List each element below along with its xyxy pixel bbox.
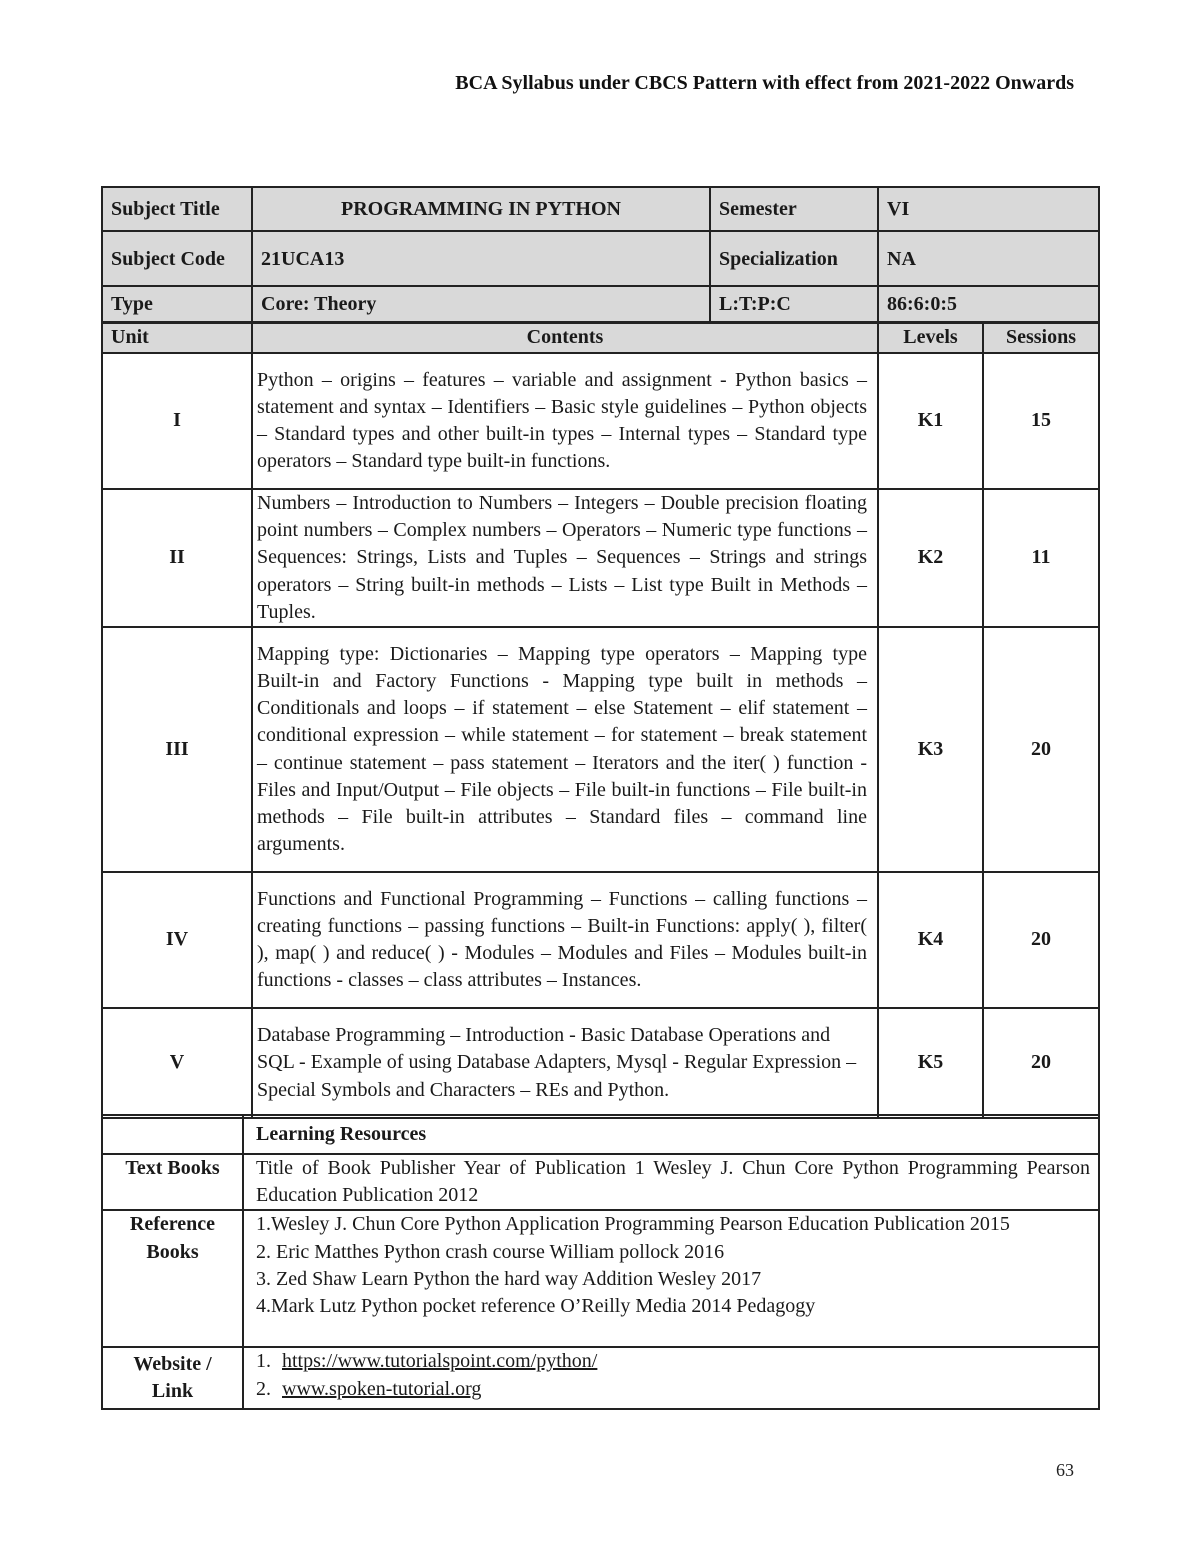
specialization-label: Specialization [710, 231, 878, 286]
table-row [102, 353, 1099, 489]
unit-contents: Mapping type: Dictionaries – Mapping type operators – Mapping type Built-in and Factory Functions - Mapping type built in methods – Conditionals and loops – if statement – else Statement – elif statement – conditional expression – while statement – for statement – break statement – continue statement – pass statement – Iterators and the iter( ) function - Files and Input/Output – File objects – File built-in functions – File built-in methods – File built-in attributes – Standard files – command line arguments. [252, 627, 878, 872]
unit-sessions: 20 [983, 872, 1099, 1008]
sessions-column-header: Sessions [983, 323, 1099, 353]
link-number: 2. [256, 1377, 271, 1400]
table-row [102, 1008, 1099, 1118]
units-table [101, 322, 1100, 1119]
levels-column-header: Levels [878, 323, 983, 353]
table-row [102, 872, 1099, 1008]
units-table-header [102, 323, 1099, 353]
unit-column-header: Unit [102, 323, 252, 353]
subject-code-value: 21UCA13 [252, 231, 710, 286]
type-label: Type [102, 286, 252, 322]
specialization-value: NA [878, 231, 1099, 286]
unit-level: K3 [878, 627, 983, 872]
unit-number: II [102, 489, 252, 627]
unit-number: III [102, 627, 252, 872]
table-row [102, 489, 1099, 627]
list-item: 4.Mark Lutz Python pocket reference O’Reilly Media 2014 Pedagogy [256, 1295, 816, 1318]
unit-level: K2 [878, 489, 983, 627]
unit-sessions: 11 [983, 489, 1099, 627]
website-links-list [243, 1347, 1099, 1409]
subject-title-label: Subject Title [102, 187, 252, 231]
list-item: 2. Eric Matthes Python crash course William pollock 2016 [256, 1240, 725, 1263]
learning-resources-title: Learning Resources [243, 1115, 1099, 1154]
unit-level: K5 [878, 1008, 983, 1118]
unit-sessions: 20 [983, 1008, 1099, 1118]
text-books-value: Title of Book Publisher Year of Publication 1 Wesley J. Chun Core Python Programming Pearson Education Publication 2012 [243, 1154, 1099, 1210]
type-value: Core: Theory [252, 286, 710, 322]
text-books-label: Text Books [102, 1154, 243, 1210]
ltpc-value: 86:6:0:5 [878, 286, 1099, 322]
list-item [256, 1348, 1090, 1375]
spoken-tutorial-link[interactable]: www.spoken-tutorial.org [282, 1377, 482, 1400]
page-number: 63 [1056, 1460, 1074, 1480]
unit-number: V [102, 1008, 252, 1118]
link-number: 1. [256, 1350, 271, 1373]
unit-level: K1 [878, 353, 983, 489]
list-item [256, 1376, 1090, 1403]
subject-code-label: Subject Code [102, 231, 252, 286]
list-item: 3. Zed Shaw Learn Python the hard way Addition Wesley 2017 [256, 1267, 762, 1290]
tutorialspoint-link[interactable]: https://www.tutorialspoint.com/python/ [282, 1350, 598, 1373]
contents-column-header: Contents [252, 323, 878, 353]
unit-contents: Functions and Functional Programming – Functions – calling functions – creating functions – passing functions – Built-in Functions: apply( ), filter( ), map( ) and reduce( ) - Modules – Modules and Files – Modules built-in functions - classes – class attributes – Instances. [252, 872, 878, 1008]
unit-contents: Database Programming – Introduction - Basic Database Operations and SQL - Example of using Database Adapters, Mysql - Regular Expression – Special Symbols and Characters – REs and Python. [252, 1008, 878, 1118]
table-row [102, 627, 1099, 872]
unit-level: K4 [878, 872, 983, 1008]
resources-blank-cell [102, 1115, 243, 1154]
list-item: 1.Wesley J. Chun Core Python Application Programming Pearson Education Publication 2015 [256, 1213, 1010, 1236]
semester-label: Semester [710, 187, 878, 231]
page-header: BCA Syllabus under CBCS Pattern with effect from 2021-2022 Onwards [455, 72, 1074, 94]
semester-value: VI [878, 187, 1099, 231]
learning-resources-table [101, 1114, 1100, 1410]
unit-contents: Python – origins – features – variable and assignment - Python basics – statement and syntax – Identifiers – Basic style guidelines – Python objects – Standard types and other built-in types – Internal types – Standard type operators – Standard type built-in functions. [252, 353, 878, 489]
subject-title-value: PROGRAMMING IN PYTHON [252, 187, 710, 231]
subject-info-table [101, 186, 1100, 323]
unit-contents: Numbers – Introduction to Numbers – Integers – Double precision floating point numbers – Complex numbers – Operators – Numeric type functions – Sequences: Strings, Lists and Tuples – Sequences – Strings and strings operators – String built-in methods – Lists – List type Built in Methods – Tuples. [252, 489, 878, 627]
ltpc-label: L:T:P:C [710, 286, 878, 322]
website-label: Website / Link [102, 1347, 243, 1409]
unit-sessions: 20 [983, 627, 1099, 872]
unit-number: IV [102, 872, 252, 1008]
reference-books-list [243, 1210, 1099, 1347]
unit-number: I [102, 353, 252, 489]
unit-sessions: 15 [983, 353, 1099, 489]
reference-books-label: Reference Books [102, 1210, 243, 1347]
